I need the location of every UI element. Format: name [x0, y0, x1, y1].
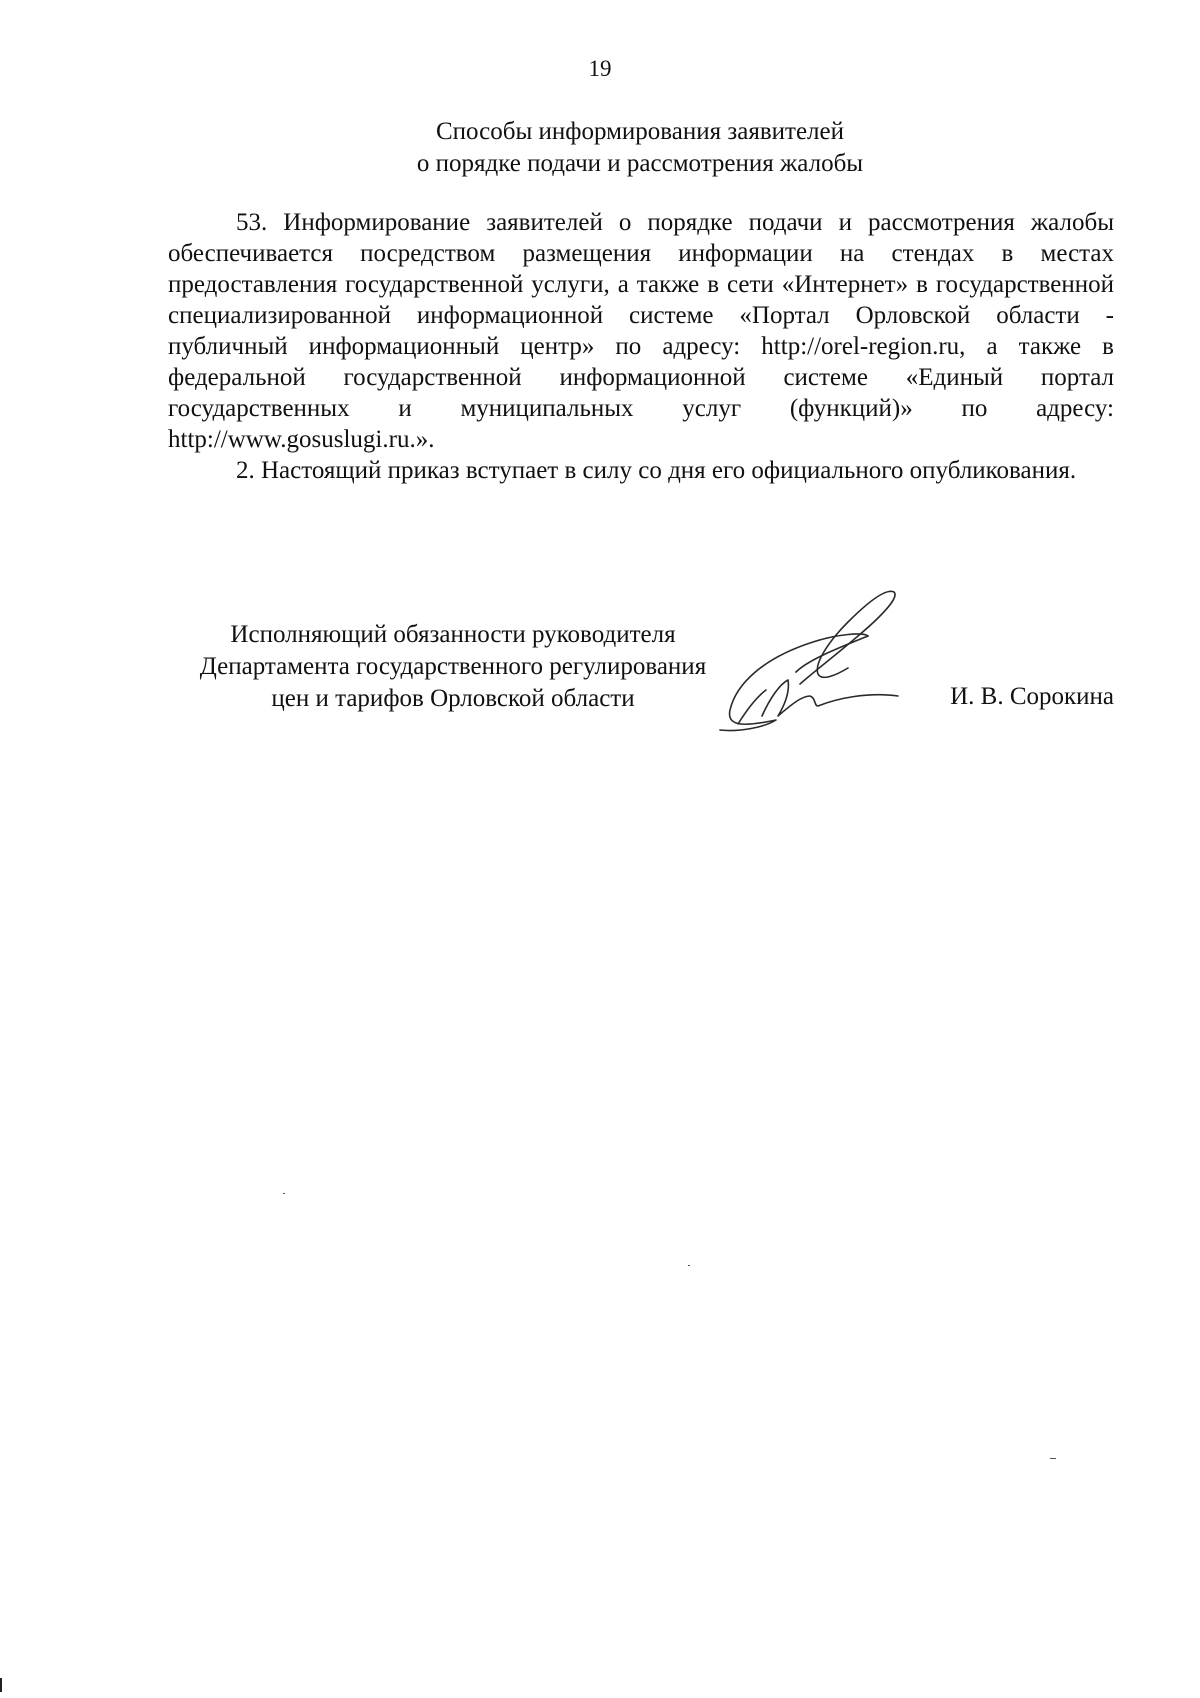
body-text — [168, 207, 1114, 486]
scan-artifact — [283, 1193, 285, 1194]
heading-line-1: Способы информирования заявителей — [435, 118, 845, 145]
handwritten-signature — [718, 588, 928, 738]
signer-title-line-1: Исполняющий обязанности руководителя — [230, 621, 676, 648]
signer-title-line-2: Департамента государственного регулирования — [199, 653, 707, 680]
scan-artifact — [688, 1265, 690, 1266]
scan-artifact — [1050, 1458, 1056, 1459]
heading-line-2: о порядке подачи и рассмотрения жалобы — [416, 150, 864, 177]
page-number: 19 — [588, 56, 612, 81]
signer-name: И. В. Сорокина — [950, 683, 1114, 710]
paragraph-2: 2. Настоящий приказ вступает в силу со дня его официального опубликования. — [236, 457, 1077, 484]
section-heading — [170, 116, 1110, 180]
signer-title-line-3: цен и тарифов Орловской области — [271, 685, 635, 712]
paragraph-53: 53. Информирование заявителей о порядке подачи и рассмотрения жалобы обеспечивается посредством размещения информации на стендах в местах предоставления государственной услуги, а также в сети «Интернет» в государственной специализированной информационной системе «Портал Орловской области - публичный информационный центр» по адресу: http://orel-region.ru, а также в федеральной государственной информационной системе «Единый портал государственных и муниципальных услуг (функций)» по адресу: http://www.gosuslugi.ru.». — [168, 209, 1114, 453]
scan-artifact — [0, 1678, 2, 1692]
signature-block — [168, 619, 738, 715]
